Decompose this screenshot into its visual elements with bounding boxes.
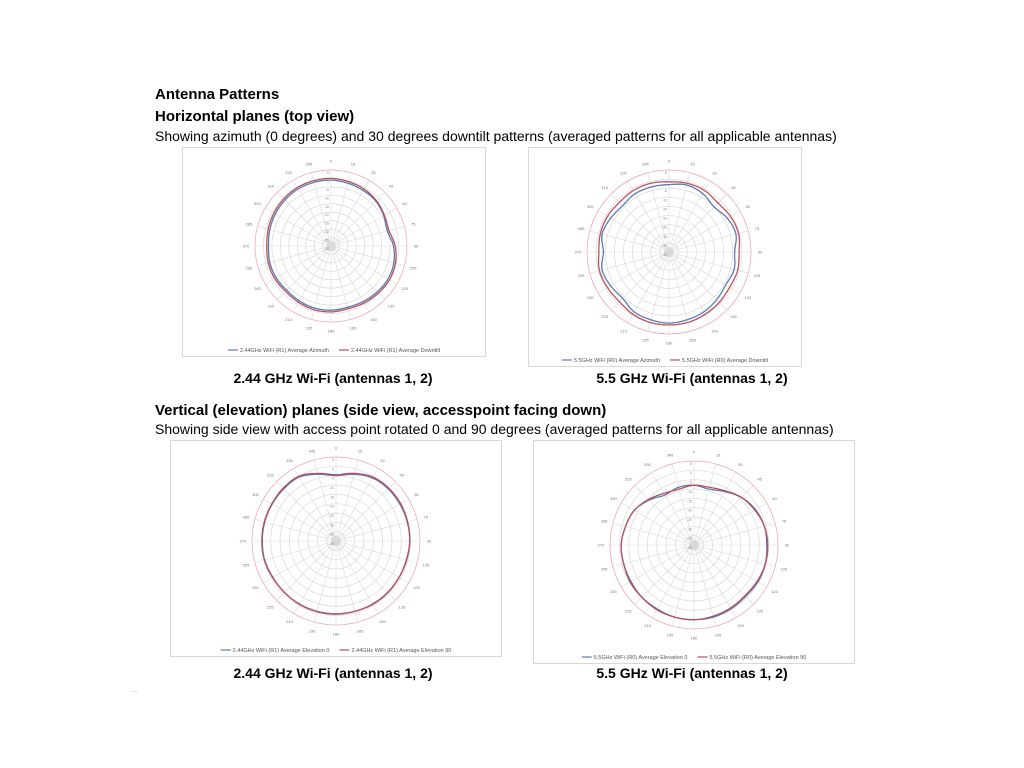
angle-tick-label: 60 [745,204,751,209]
grid-spoke [694,486,753,545]
angle-tick-label: 120 [771,589,778,594]
grid-spoke [336,519,417,541]
radial-tick-label: -35 [323,238,329,243]
legend-label: 5.5GHz WiFi (R0) Average Elevation 90 [709,655,807,661]
legend-label: 5.5GHz WiFi (R0) Average Azimuth [573,358,660,364]
angle-tick-label: 45 [388,183,394,189]
angle-tick-label: 30 [712,170,717,176]
angle-tick-label: 165 [689,337,696,343]
angle-tick-label: 15 [350,161,356,167]
radial-tick-label: -35 [661,243,667,248]
angle-tick-label: 30 [738,461,743,467]
angle-tick-label: 210 [644,623,651,629]
radial-tick-label: -30 [328,523,334,528]
angle-tick-label: 0 [334,445,338,451]
angle-tick-label: 255 [242,562,250,568]
angle-tick-label: 165 [714,632,722,638]
grid-spoke [336,460,358,541]
angle-tick-label: 210 [620,328,627,334]
angle-tick-label: 15 [715,452,721,458]
grid-spoke [336,541,417,563]
angle-tick-label: 240 [252,585,259,590]
angle-tick-label: 120 [744,295,752,300]
radial-tick-label: -15 [686,499,692,504]
radial-tick-label: 5 [690,462,692,466]
angle-tick-label: 90 [784,542,790,548]
radial-tick-label: -10 [328,486,334,490]
angle-tick-label: 120 [413,585,420,590]
angle-tick-label: 105 [780,566,788,572]
angle-tick-label: 105 [753,273,761,279]
radial-tick-label: -30 [686,527,692,532]
angle-tick-label: 300 [586,204,594,209]
grid-spoke [336,541,395,600]
angle-tick-label: 150 [711,328,718,334]
angle-tick-label: 285 [600,518,608,524]
radial-tick-label: -20 [323,213,329,218]
polar-chart-5-5ghz-horizontal [528,147,802,367]
radial-tick-label: -10 [323,196,329,201]
caption-2-4ghz-vertical: 2.44 GHz Wi-Fi (antennas 1, 2) [233,665,433,681]
angle-tick-label: 0 [692,449,696,455]
angle-tick-label: 60 [772,496,777,501]
angle-tick-label: 150 [370,317,377,323]
radial-tick-label: -10 [686,490,692,494]
angle-tick-label: 180 [690,635,698,641]
angle-tick-label: 0 [667,158,671,164]
angle-tick-label: 45 [731,185,736,191]
polar-chart-5-5ghz-vertical [533,440,855,664]
angle-tick-label: 75 [754,225,760,231]
grid-spoke [255,541,336,563]
angle-tick-label: 255 [600,566,608,572]
grid-spoke [635,486,694,545]
angle-tick-label: 345 [305,161,313,167]
angle-tick-label: 285 [577,225,585,231]
radial-tick-label: 5 [665,171,667,175]
grid-spoke [613,545,694,567]
grid-spoke [277,541,336,600]
angle-tick-label: 180 [665,340,673,346]
angle-tick-label: 210 [286,619,293,625]
angle-tick-label: 30 [371,169,376,175]
angle-tick-label: 225 [267,303,275,309]
angle-tick-label: 0 [329,158,333,164]
grid-spoke [336,482,395,541]
angle-tick-label: 270 [597,542,605,548]
caption-2-4ghz-horizontal: 2.44 GHz Wi-Fi (antennas 1, 2) [233,370,433,386]
angle-tick-label: 315 [601,185,608,191]
angle-tick-label: 135 [730,313,737,319]
radial-tick-label: -25 [661,225,667,230]
radial-tick-label: -20 [328,504,334,509]
angle-tick-label: 150 [737,623,744,629]
angle-tick-label: 270 [574,249,582,255]
angle-tick-label: 195 [305,325,313,331]
angle-tick-label: 315 [267,183,275,189]
angle-tick-label: 135 [756,608,764,614]
angle-tick-label: 60 [402,201,407,206]
angle-tick-label: 15 [357,448,363,454]
angle-tick-label: 255 [577,273,585,279]
grid-spoke [255,519,336,541]
legend-label: 2.44GHz WiFi (R1) Average Elevation 90 [351,648,452,654]
radial-tick-label: -20 [686,508,692,513]
grid-spoke [277,482,336,541]
polar-chart-2-4ghz-horizontal [182,147,486,357]
legend-label: 2.44GHz WiFi (R1) Average Elevation 0 [232,648,330,654]
angle-tick-label: 210 [285,317,292,323]
radial-tick-label: -35 [686,536,692,541]
angle-tick-label: 75 [781,518,787,524]
radial-tick-label: -25 [328,514,334,518]
angle-tick-label: 75 [410,221,416,227]
polar-plot [183,148,485,356]
radial-tick-label: -5 [663,189,667,194]
caption-5-5ghz-horizontal: 5.5 GHz Wi-Fi (antennas 1, 2) [596,370,788,386]
angle-tick-label: 240 [586,295,594,300]
radial-tick-label: 0 [665,180,667,185]
angle-tick-label: 135 [387,303,395,309]
angle-tick-label: 345 [308,448,316,454]
angle-tick-label: 330 [644,461,651,467]
angle-tick-label: 165 [349,325,357,331]
radial-tick-label: -25 [323,221,329,226]
legend-label: 5.5GHz WiFi (R0) Average Downtilt [682,358,769,364]
footnote-mark: ... [132,688,138,694]
grid-spoke [336,541,358,622]
angle-tick-label: 60 [414,492,419,497]
grid-spoke [672,545,694,626]
radial-tick-label: 0 [332,467,334,472]
angle-tick-label: 90 [426,538,432,544]
angle-tick-label: 330 [620,170,627,176]
radial-tick-label: -5 [688,480,692,485]
radial-tick-label: -25 [686,518,692,522]
angle-tick-label: 330 [285,169,292,175]
radial-tick-label: -40 [686,546,692,550]
angle-tick-label: 240 [610,589,617,594]
angle-tick-label: 225 [601,313,608,319]
radial-tick-label: -40 [328,542,334,546]
radial-tick-label: -40 [323,247,329,251]
radial-tick-label: -15 [661,207,667,212]
section1-description: Showing azimuth (0 degrees) and 30 degrees downtilt patterns (averaged patterns for all applicable antennas) [155,128,837,144]
radial-tick-label: -30 [661,234,667,239]
angle-tick-label: 165 [356,628,364,634]
angle-tick-label: 15 [690,161,695,167]
angle-tick-label: 240 [254,286,261,291]
angle-tick-label: 45 [399,472,404,478]
angle-tick-label: 270 [239,538,247,544]
legend-label: 5.5GHz WiFi (R0) Average Elevation 0 [593,655,688,661]
grid-spoke [311,173,331,246]
grid-spoke [694,545,775,567]
grid-spoke [694,545,716,626]
angle-tick-label: 285 [245,221,253,227]
angle-tick-label: 195 [308,628,316,634]
grid-spoke [694,464,716,545]
polar-chart-2-4ghz-vertical [170,440,502,657]
section2-description: Showing side view with access point rotated 0 and 90 degrees (averaged patterns for all applicable antennas) [155,421,834,437]
angle-tick-label: 255 [245,265,253,271]
angle-tick-label: 105 [422,562,430,568]
angle-tick-label: 180 [332,631,340,637]
angle-tick-label: 270 [242,243,250,249]
polar-plot [534,441,854,663]
grid-spoke [672,464,694,545]
polar-plot [529,148,801,366]
angle-tick-label: 30 [380,457,385,463]
radial-tick-label: 5 [327,171,329,175]
angle-tick-label: 75 [423,514,429,520]
angle-tick-label: 300 [254,201,261,206]
grid-spoke [635,545,694,604]
legend-label: 2.44GHz WiFi (R1) Average Downtilt [351,348,441,354]
angle-tick-label: 150 [379,619,386,625]
angle-tick-label: 300 [252,492,259,497]
radial-tick-label: -15 [323,204,329,209]
angle-tick-label: 345 [666,452,674,458]
angle-tick-label: 300 [610,496,617,501]
angle-tick-label: 120 [401,286,408,291]
grid-spoke [331,226,404,246]
angle-tick-label: 195 [642,337,649,343]
section1-heading: Horizontal planes (top view) [155,108,355,125]
angle-tick-label: 330 [286,457,293,463]
document-title: Antenna Patterns [155,86,280,103]
angle-tick-label: 90 [757,249,763,255]
caption-5-5ghz-vertical: 5.5 GHz Wi-Fi (antennas 1, 2) [596,665,788,681]
grid-spoke [694,523,775,545]
legend-label: 2.44GHz WiFi (R1) Average Azimuth [239,348,329,354]
grid-spoke [314,541,336,622]
angle-tick-label: 315 [624,476,632,482]
polar-plot [171,441,501,656]
grid-spoke [314,460,336,541]
angle-tick-label: 315 [266,472,274,478]
radial-tick-label: -20 [661,216,667,221]
radial-tick-label: -35 [328,532,334,537]
radial-tick-label: -40 [661,253,667,257]
radial-tick-label: -10 [661,198,667,203]
angle-tick-label: 195 [666,632,674,638]
grid-spoke [669,252,727,310]
angle-tick-label: 90 [413,243,419,249]
radial-tick-label: -30 [323,230,329,235]
angle-tick-label: 345 [642,161,649,167]
angle-tick-label: 225 [266,604,274,610]
radial-tick-label: -5 [330,476,334,481]
angle-tick-label: 135 [398,604,406,610]
radial-tick-label: -15 [328,495,334,500]
grid-spoke [669,252,748,273]
angle-tick-label: 105 [409,265,417,271]
angle-tick-label: 285 [242,514,250,520]
angle-tick-label: 225 [624,608,632,614]
radial-tick-label: 0 [690,471,692,476]
radial-tick-label: 0 [327,179,329,184]
angle-tick-label: 45 [757,476,762,482]
radial-tick-label: 5 [332,458,334,462]
angle-tick-label: 180 [327,328,335,334]
section2-heading: Vertical (elevation) planes (side view, accesspoint facing down) [155,402,607,419]
radial-tick-label: -5 [325,187,329,192]
